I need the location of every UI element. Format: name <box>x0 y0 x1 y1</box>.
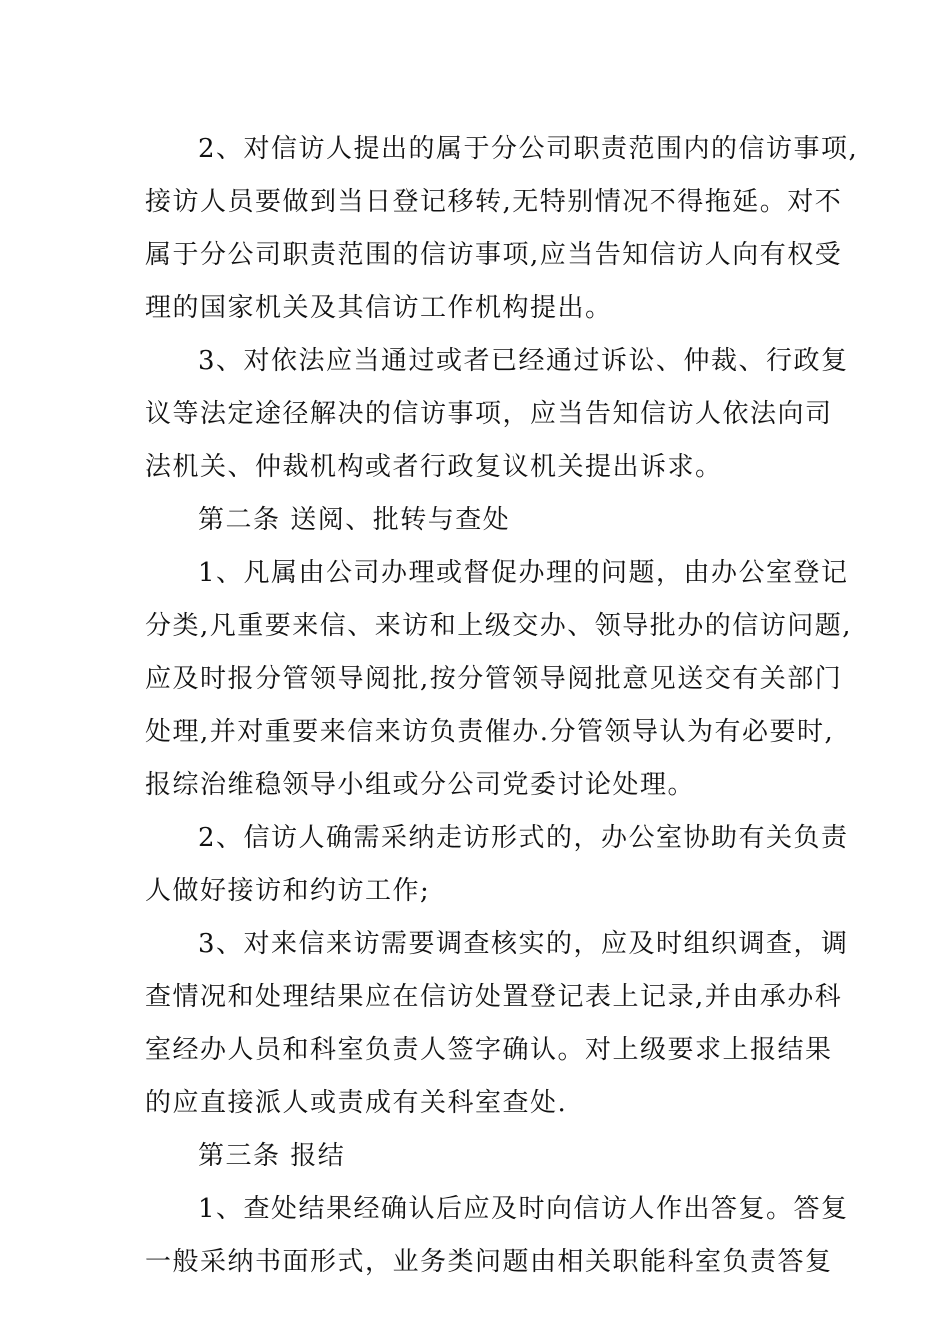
text-line: 分类,凡重要来信、来访和上级交办、领导批办的信访问题, <box>145 611 853 641</box>
text-line: 人做好接访和约访工作; <box>145 876 431 906</box>
text-line: 的应直接派人或责成有关科室查处. <box>145 1088 568 1118</box>
text-line: 室经办人员和科室负责人签字确认。对上级要求上报结果 <box>145 1035 833 1065</box>
text-line: 接访人员要做到当日登记移转,无特别情况不得拖延。对不 <box>145 187 843 217</box>
text-line: 报综治维稳领导小组或分公司党委讨论处理。 <box>145 770 696 800</box>
section-heading: 第三条 报结 <box>198 1141 346 1171</box>
text-line: 应及时报分管领导阅批,按分管领导阅批意见送交有关部门 <box>145 664 843 694</box>
text-line: 理的国家机关及其信访工作机构提出。 <box>145 293 613 323</box>
text-line: 2、对信访人提出的属于分公司职责范围内的信访事项, <box>198 134 859 164</box>
text-line: 2、信访人确需采纳走访形式的，办公室协助有关负责 <box>198 823 849 853</box>
text-line: 查情况和处理结果应在信访处置登记表上记录,并由承办科 <box>145 982 843 1012</box>
text-line: 3、对依法应当通过或者已经通过诉讼、仲裁、行政复 <box>198 346 849 376</box>
text-line: 3、对来信来访需要调查核实的，应及时组织调查，调 <box>198 929 849 959</box>
section-heading: 第二条 送阅、批转与查处 <box>198 505 511 535</box>
text-line: 议等法定途径解决的信访事项，应当告知信访人依法向司 <box>145 399 833 429</box>
text-line: 一般采纳书面形式，业务类问题由相关职能科室负责答复 <box>145 1247 833 1277</box>
text-line: 法机关、仲裁机构或者行政复议机关提出诉求。 <box>145 452 723 482</box>
text-line: 处理,并对重要来信来访负责催办.分管领导认为有必要时, <box>145 717 835 747</box>
text-line: 1、凡属由公司办理或督促办理的问题，由办公室登记 <box>198 558 849 588</box>
text-line: 1、查处结果经确认后应及时向信访人作出答复。答复 <box>198 1194 849 1224</box>
text-line: 属于分公司职责范围的信访事项,应当告知信访人向有权受 <box>145 240 843 270</box>
